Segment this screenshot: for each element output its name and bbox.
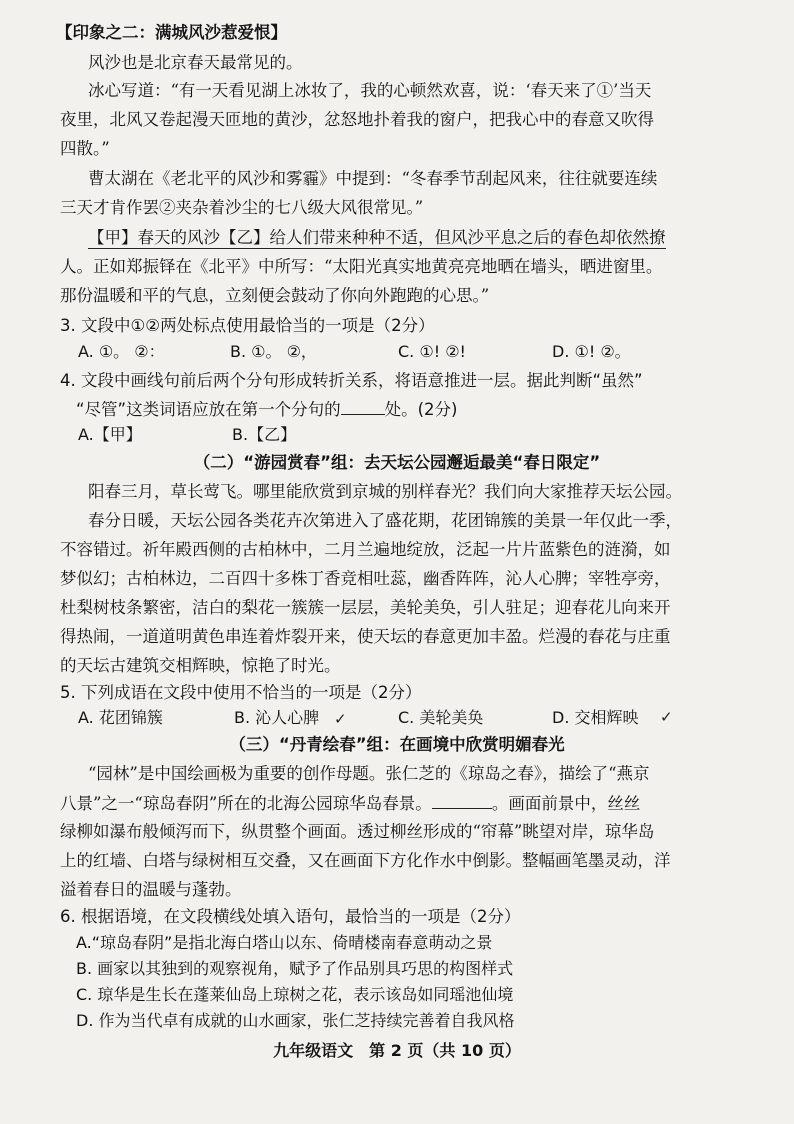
paragraph-text: 四散。” [60,139,110,158]
paragraph-text: 八景”之一“琼岛春阴”所在的北海公园琼华岛春景。 [60,794,432,813]
q6-option-c[interactable]: C. 琼华是生长在蓬莱仙岛上琼树之花，表示该岛如同瑶池仙境 [76,985,514,1004]
q5-option-a[interactable]: A. 花团锦簇 [78,708,163,727]
check-mark-icon: ✓ [660,708,673,726]
question-4-line2 [76,398,457,421]
paragraph-text: 阳春三月，草长莺飞。哪里能欣赏到京城的别样春光？我们向大家推荐天坛公园。 [88,482,682,501]
underlined-sentence [88,227,666,249]
paragraph-text: 不容错过。祈年殿西侧的古柏林中，二月兰遍地绽放，泛起一片片蓝紫色的涟漪，如 [60,540,671,559]
paragraph-text: 夜里，北风又卷起漫天匝地的黄沙，忿怒地扑着我的窗户，把我心中的春意又吹得 [60,110,654,129]
section-heading-2: （二）“游园赏春”组：去天坛公园邂逅最美“春日限定” [193,453,601,472]
q3-option-a[interactable]: A. ①。 ②： [78,342,165,361]
paragraph-text: 人。正如郑振铎在《北平》中所写：“太阳光真实地黄亮亮地晒在墙头，晒进窗里。 [60,257,663,276]
question-5: 5. 下列成语在文段中使用不恰当的一项是（2分） [60,683,422,702]
question-3: 3. 文段中①②两处标点使用最恰当的一项是（2分） [60,316,435,335]
page-footer: 九年级语文 第 2 页（共 10 页） [273,1041,521,1060]
question-6: 6. 根据语境，在文段横线处填入语句，最恰当的一项是（2分） [60,907,521,926]
paragraph-text: 的天坛古建筑交相辉映，惊艳了时光。 [60,656,341,675]
q6-option-a[interactable]: A.“琼岛春阴”是指北海白塔山以东、倚晴楼南春意萌动之景 [76,933,493,952]
paragraph-line-with-blank [60,792,640,815]
section-heading-3: （三）“丹青绘春”组：在画境中欣赏明媚春光 [229,735,565,754]
q5-option-d[interactable]: D. 交相辉映 [552,708,639,727]
paragraph-text: 上的红墙、白塔与绿树相互交叠，又在画面下方化作水中倒影。整幅画笔墨灵动，洋 [60,851,671,870]
paragraph-text: 冰心写道：“有一天看见湖上冰妆了，我的心顿然欢喜，说：‘春天来了①’当天 [88,81,652,100]
q3-option-c[interactable]: C. ①! ②! [398,342,466,361]
question-4-text: “尽管”这类词语应放在第一个分句的 [76,400,341,419]
q4-option-a[interactable]: A.【甲】 [78,425,142,444]
paragraph-text: 绿柳如瀑布般倾泻而下，纵贯整个画面。透过柳丝形成的“帘幕”眺望对岸，琼华岛 [60,822,655,841]
paragraph-text: 杜梨树枝条繁密，洁白的梨花一簇簇一层层，美轮美奂，引人驻足；迎春花儿向来开 [60,598,671,617]
answer-blank[interactable] [341,398,385,415]
paragraph-text: 三天才肯作罢②夹杂着沙尘的七八级大风很常见。” [60,198,424,217]
paragraph-text: 春分日暖，天坛公园各类花卉次第进入了盛花期，花团锦簇的美景一年仅此一季， [88,511,682,530]
q5-option-c[interactable]: C. 美轮美奂 [398,708,484,727]
paragraph-text: 。画面前景中，丝丝 [491,794,641,813]
underlined-text: 【甲】春天的风沙【乙】给人们带来种种不适，但风沙平息之后的春色却依然撩 [88,228,666,247]
check-mark-icon: ✓ [334,710,347,728]
question-4-text-end: 处。(2分) [384,400,458,419]
fill-blank[interactable] [432,792,492,809]
q3-option-b[interactable]: B. ①。 ②， [230,342,317,361]
paragraph-text: 溢着春日的温暖与蓬勃。 [60,880,242,899]
q6-option-d[interactable]: D. 作为当代卓有成就的山水画家，张仁芝持续完善着自我风格 [76,1011,515,1030]
q5-option-b[interactable]: B. 沁人心脾 [234,708,320,727]
q4-option-b[interactable]: B.【乙】 [232,425,297,444]
section-heading-impression-2: 【印象之二：满城风沙惹爱恨】 [56,23,287,42]
paragraph-text: 风沙也是北京春天最常见的。 [88,53,303,72]
paragraph-text: 那份温暖和平的气息，立刻便会鼓动了你向外跑跑的心思。” [60,286,490,305]
q6-option-b[interactable]: B. 画家以其独到的观察视角，赋予了作品别具巧思的构图样式 [76,959,514,978]
q3-option-d[interactable]: D. ①! ②。 [552,342,631,361]
paragraph-text: 梦似幻；古柏林边，二百四十多株丁香竞相吐蕊，幽香阵阵，沁人心脾；宰牲亭旁， [60,569,671,588]
paragraph-text: 得热闹，一道道明黄色串连着炸裂开来，使天坛的春意更加丰盈。烂漫的春花与庄重 [60,627,671,646]
paragraph-text: 曹太湖在《老北平的风沙和雾霾》中提到：“冬春季节刮起风来，往往就要连续 [88,169,658,188]
question-4: 4. 文段中画线句前后两个分句形成转折关系，将语意推进一层。据此判断“虽然” [60,371,643,390]
paragraph-text: “园林”是中国绘画极为重要的创作母题。张仁芝的《琼岛之春》，描绘了“燕京 [88,764,650,783]
